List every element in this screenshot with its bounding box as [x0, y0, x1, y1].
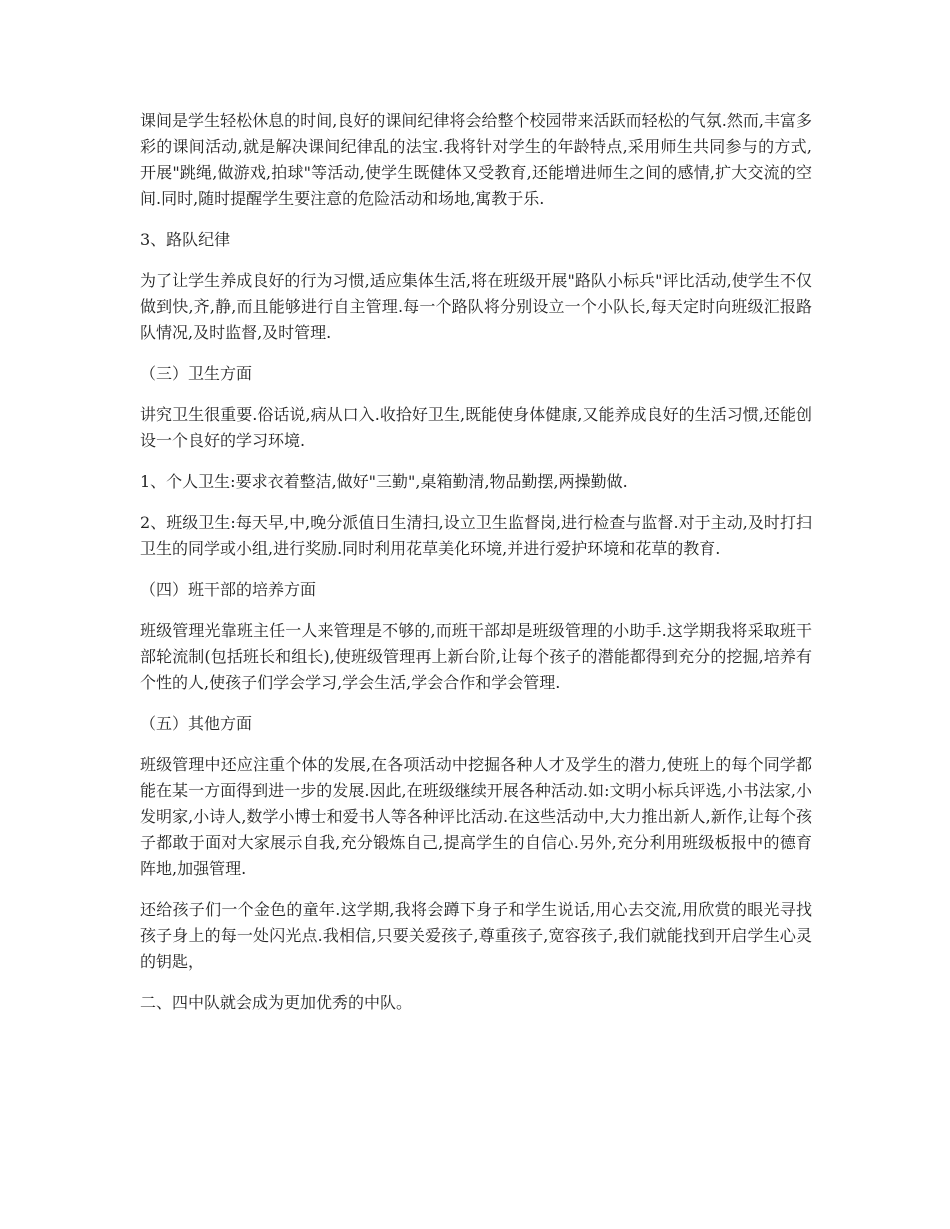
document-page — [140, 108, 812, 1031]
paragraph-other-aspects: 班级管理中还应注重个体的发展,在各项活动中挖掘各种人才及学生的潜力,使班上的每个同学都能在某一方面得到进一步的发展.因此,在班级继续开展各种活动.如:文明小标兵评选,小书法家,小发明家,小诗人,数学小博士和爱书人等各种评比活动.在这些活动中,大力推出新人,新作,让每个孩子都敢于面对大家展示自我,充分锻炼自己,提高学生的自信心.另外,充分利用班级板报中的德育阵地,加强管理. — [140, 755, 812, 878]
closing-line: 二、四中队就会成为更加优秀的中队。 — [140, 993, 413, 1012]
paragraph-queue-discipline: 为了让学生养成良好的行为习惯,适应集体生活,将在班级开展"路队小标兵"评比活动,使学生不仅做到快,齐,静,而且能够进行自主管理.每一个路队将分别设立一个小队长,每天定时向班级汇报路队情况,及时监督,及时管理. — [140, 271, 812, 342]
paragraph-recess-activities: 课间是学生轻松休息的时间,良好的课间纪律将会给整个校园带来活跃而轻松的气氛.然而,丰富多彩的课间活动,就是解决课间纪律乱的法宝.我将针对学生的年龄特点,采用师生共同参与的方式,开展"跳绳,做游戏,拍球"等活动,使学生既健体又受教育,还能增进师生之间的感情,扩大交流的空间.同时,随时提醒学生要注意的危险活动和场地,寓教于乐. — [140, 111, 812, 208]
heading-class-cadres: （四）班干部的培养方面 — [140, 580, 317, 599]
paragraph-golden-childhood: 还给孩子们一个金色的童年.这学期,我将会蹲下身子和学生说话,用心去交流,用欣赏的眼光寻找孩子身上的每一处闪光点.我相信,只要关爱孩子,尊重孩子,宽容孩子,我们就能找到开启学生心灵的钥匙， — [140, 900, 812, 971]
paragraph-hygiene-intro: 讲究卫生很重要.俗话说,病从口入.收拾好卫生,既能使身体健康,又能养成良好的生活习惯,还能创设一个良好的学习环境. — [140, 405, 812, 450]
paragraph-class-cadres: 班级管理光靠班主任一人来管理是不够的,而班干部却是班级管理的小助手.这学期我将采取班干部轮流制(包括班长和组长),使班级管理再上新台阶,让每个孩子的潜能都得到充分的挖掘,培养有个性的人,使孩子们学会学习,学会生活,学会合作和学会管理. — [140, 621, 812, 692]
heading-hygiene: （三）卫生方面 — [140, 364, 253, 383]
heading-queue-discipline: 3、路队纪律 — [140, 230, 231, 249]
paragraph-class-hygiene: 2、班级卫生:每天早,中,晚分派值日生清扫,设立卫生监督岗,进行检查与监督.对于主动,及时打扫卫生的同学或小组,进行奖励.同时利用花草美化环境,并进行爱护环境和花草的教育. — [140, 513, 812, 558]
paragraph-personal-hygiene: 1、个人卫生:要求衣着整洁,做好"三勤",桌箱勤清,物品勤摆,两操勤做. — [140, 472, 628, 491]
heading-other-aspects: （五）其他方面 — [140, 714, 253, 733]
